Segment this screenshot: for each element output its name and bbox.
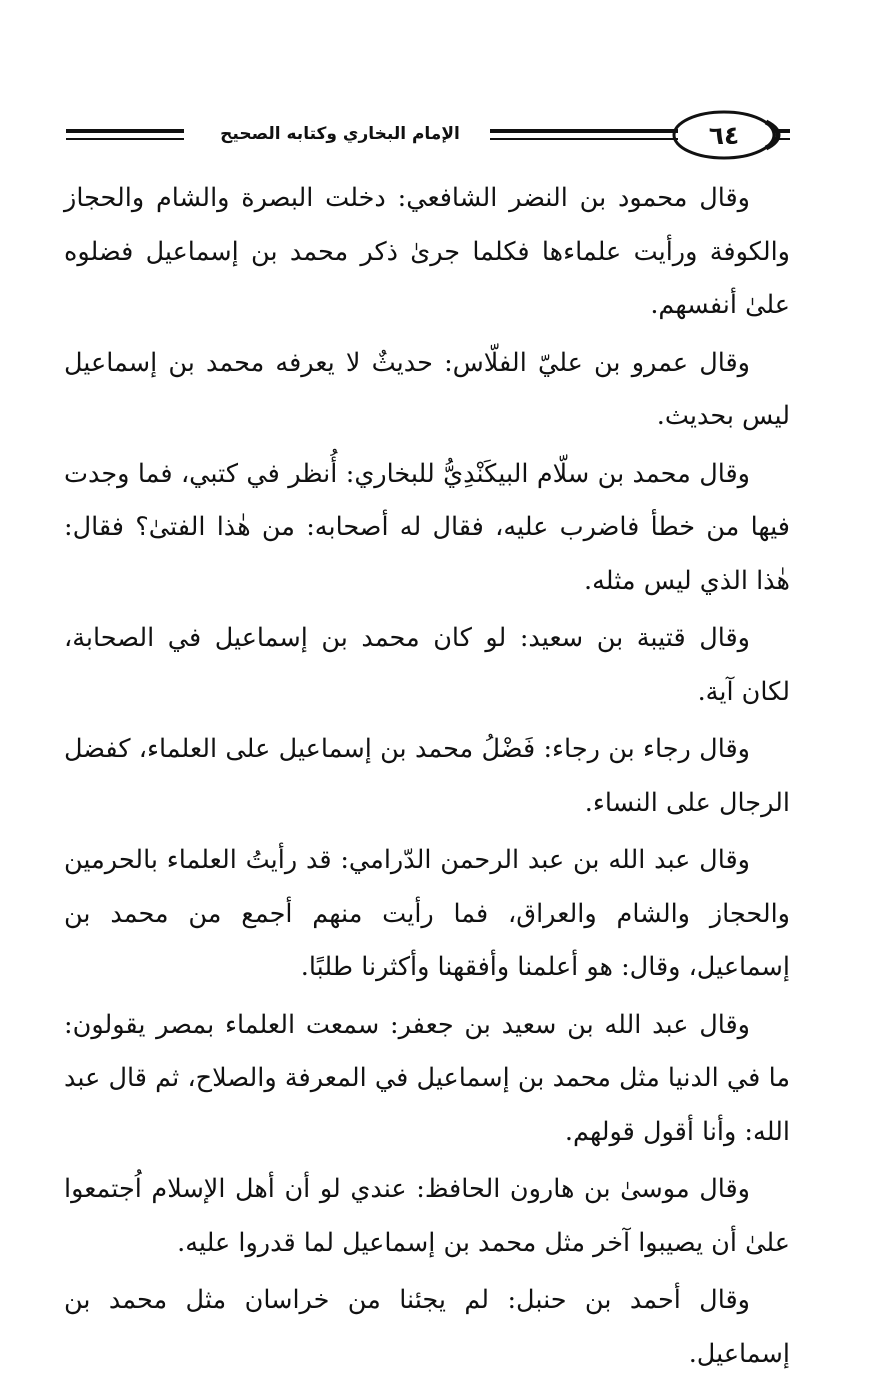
- paragraph: وقال عبد الله بن سعيد بن جعفر: سمعت العلماء بمصر يقولون: ما في الدنيا مثل محمد بن إسماعيل في المعرفة والصلاح، ثم قال عبد الله: وأنا أقول قولهم.: [64, 1009, 790, 1147]
- paragraph: وقال قتيبة بن سعيد: لو كان محمد بن إسماعيل في الصحابة، لكان آية.: [64, 623, 790, 707]
- page-header: [66, 108, 790, 164]
- paragraph: وقال رجاء بن رجاء: فَضْلُ محمد بن إسماعيل على العلماء، كفضل الرجال على النساء.: [64, 734, 790, 818]
- body-text: [64, 172, 790, 1385]
- paragraph: وقال أحمد بن حنبل: لم يجئنا من خراسان مثل محمد بن إسماعيل.: [64, 1285, 790, 1369]
- page-number: ٦٤: [708, 121, 740, 150]
- paragraph: وقال محمود بن النضر الشافعي: دخلت البصرة والشام والحجاز والكوفة ورأيت علماءها فكلما جرىٰ ذكر محمد بن إسماعيل فضلوه علىٰ أنفسهم.: [64, 183, 790, 320]
- running-title: الإمام البخاري وكتابه الصحيح: [190, 122, 490, 146]
- paragraph: وقال عبد الله بن عبد الرحمن الدّرامي: قد رأيتُ العلماء بالحرمين والحجاز والشام والعراق، فما رأيت منهم أجمع من محمد بن إسماعيل، وقال: هو أعلمنا وأفقهنا وأكثرنا طلبًا.: [64, 845, 790, 982]
- paragraph: وقال موسىٰ بن هارون الحافظ: عندي لو أن أهل الإسلام اُجتمعوا علىٰ أن يصيبوا آخر مثل محمد بن إسماعيل لما قدروا عليه.: [64, 1174, 790, 1258]
- paragraph: وقال عمرو بن عليّ الفلّاس: حديثٌ لا يعرفه محمد بن إسماعيل ليس بحديث.: [64, 347, 790, 431]
- paragraph: وقال محمد بن سلّام البيكَنْدِيُّ للبخاري: أُنظر في كتبي، فما وجدت فيها من خطأ فاضرب عليه، فقال له أصحابه: من هٰذا الفتىٰ؟ فقال: هٰذا الذي ليس مثله.: [64, 458, 790, 596]
